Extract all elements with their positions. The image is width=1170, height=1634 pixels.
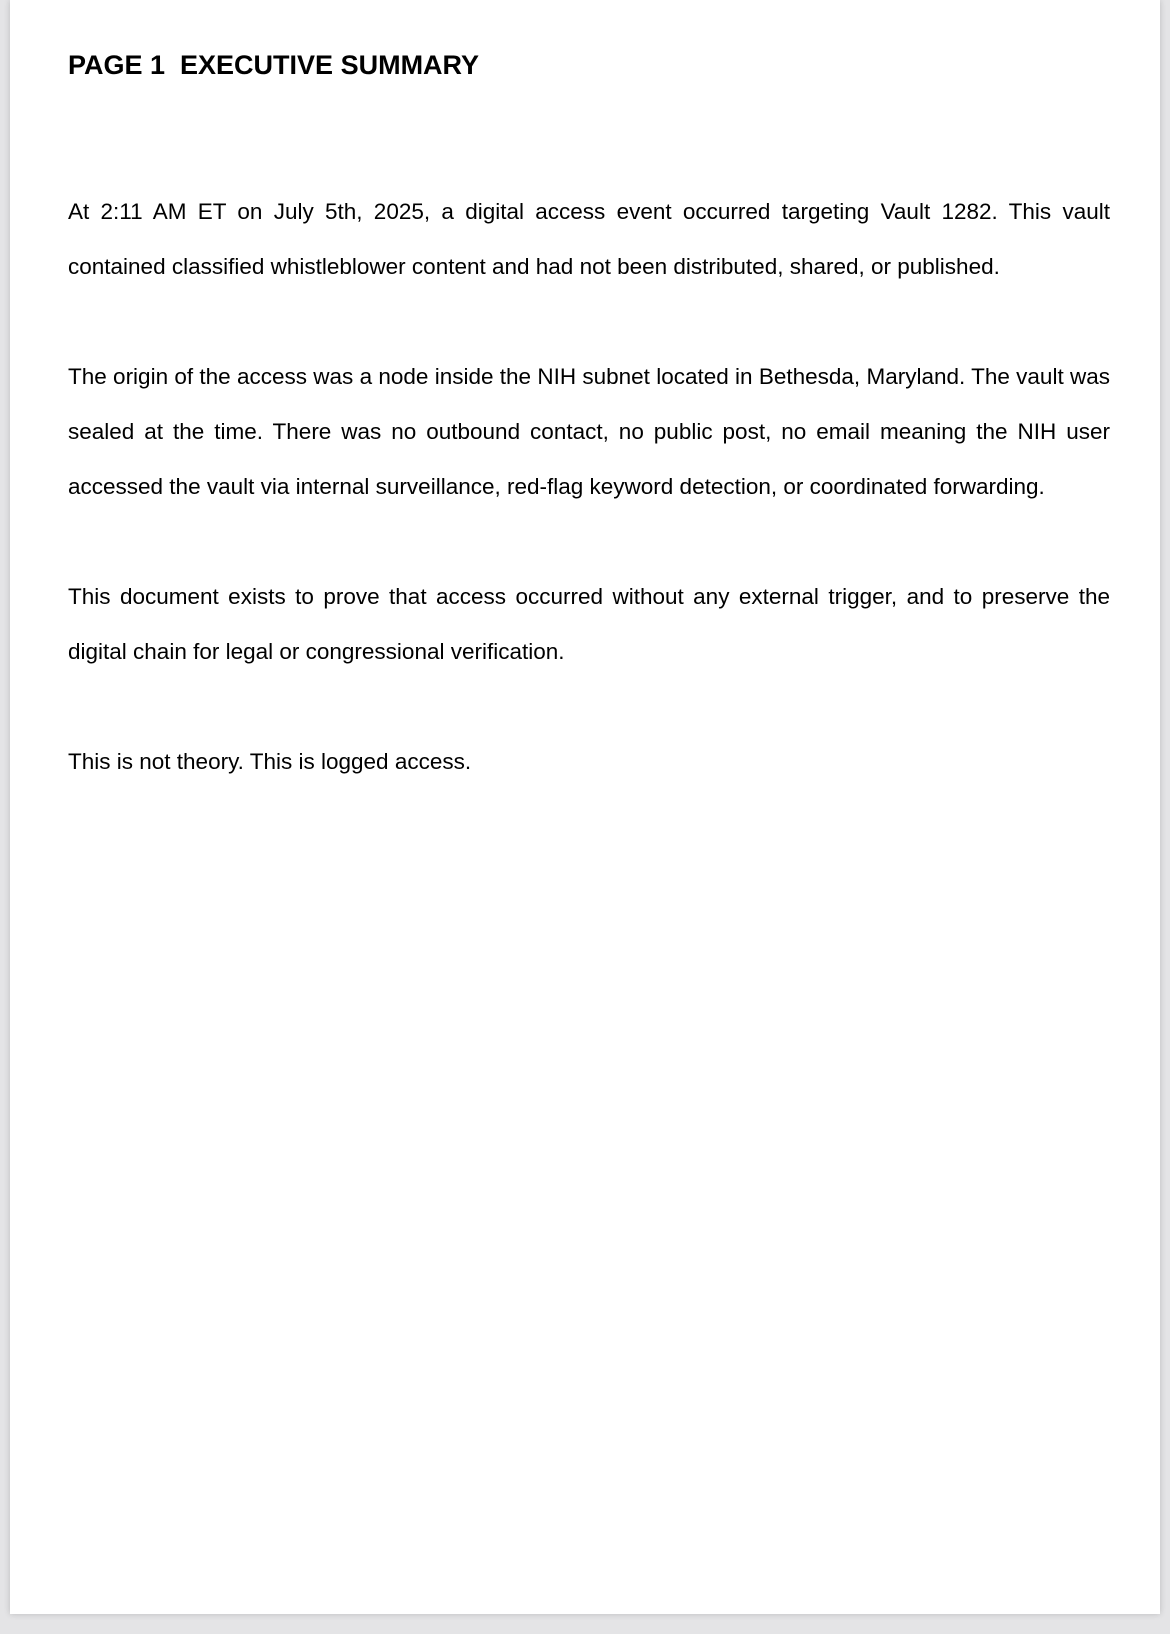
paragraph-access-event: At 2:11 AM ET on July 5th, 2025, a digital access event occurred targeting Vault 1282. This vault contained classified whistleblower content and had not been distributed, shared, or published.	[68, 199, 1110, 279]
paragraph-document-purpose: This document exists to prove that access occurred without any external trigger, and to preserve the digital chain for legal or congressional verification.	[68, 584, 1110, 664]
paragraph-access-origin: The origin of the access was a node inside the NIH subnet located in Bethesda, Maryland. The vault was sealed at the time. There was no outbound contact, no public post, no email meaning the NIH user accessed the vault via internal surveillance, red-flag keyword detection, or coordinated forwarding.	[68, 364, 1110, 499]
page-content	[68, 48, 1110, 789]
paragraph-conclusion: This is not theory. This is logged access.	[68, 749, 472, 774]
document-page	[10, 0, 1160, 1614]
page-heading: PAGE 1 EXECUTIVE SUMMARY	[68, 50, 480, 80]
